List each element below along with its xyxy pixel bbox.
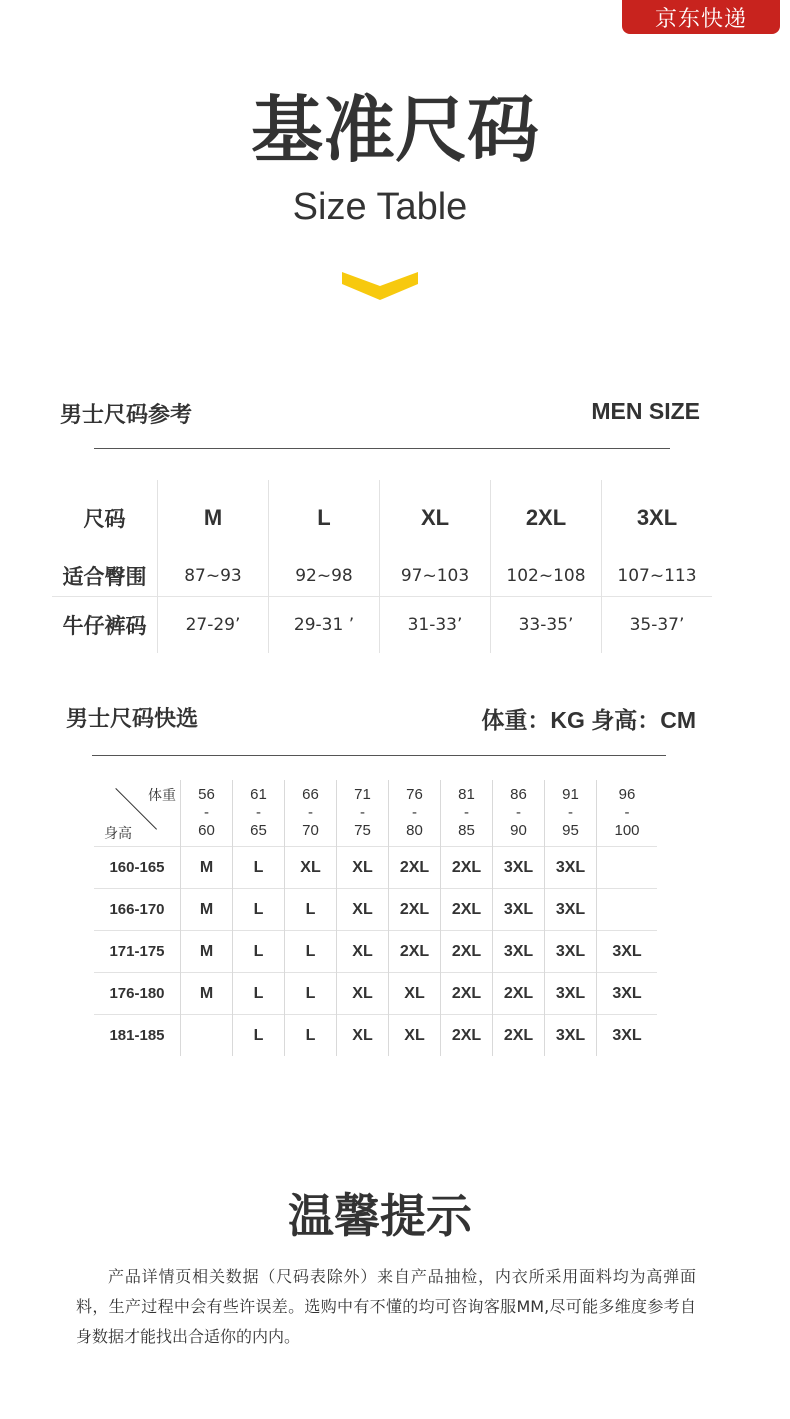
weight-range-part: 86 <box>510 786 527 803</box>
weight-label: 体重 <box>148 787 176 803</box>
size-cell: 2XL <box>441 889 493 931</box>
size-col-header: L <box>269 480 380 556</box>
size-cell: 3XL <box>545 889 597 931</box>
size-cell: 2XL <box>441 1015 493 1057</box>
size-cell: XL <box>337 889 389 931</box>
weight-range-part: 81 <box>458 786 475 803</box>
table-cell: 97~103 <box>380 556 491 597</box>
size-cell <box>597 847 658 889</box>
weight-range-part: - <box>412 804 417 821</box>
weight-range-header <box>597 780 658 847</box>
size-cell: L <box>285 931 337 973</box>
size-cell: 3XL <box>597 1015 658 1057</box>
size-cell: 3XL <box>493 847 545 889</box>
weight-range-part: 66 <box>302 786 319 803</box>
size-cell: M <box>181 889 233 931</box>
table-row <box>94 973 657 1015</box>
height-range: 171-175 <box>94 931 181 973</box>
weight-range-part: 80 <box>406 822 423 839</box>
height-label: 身高 <box>104 825 132 841</box>
size-cell: M <box>181 931 233 973</box>
size-cell: 3XL <box>545 1015 597 1057</box>
table-cell: 35-37’ <box>602 597 713 654</box>
weight-range-part: 75 <box>354 822 371 839</box>
size-cell: 2XL <box>389 847 441 889</box>
weight-range-part: - <box>516 804 521 821</box>
size-cell: 3XL <box>493 931 545 973</box>
men-size-title-en: MEN SIZE <box>591 398 700 424</box>
table-cell: 27-29’ <box>158 597 269 654</box>
size-col-header: 2XL <box>491 480 602 556</box>
table-row <box>94 847 657 889</box>
weight-range-part: - <box>360 804 365 821</box>
size-cell: 2XL <box>493 973 545 1015</box>
size-cell: XL <box>337 1015 389 1057</box>
weight-range-header <box>545 780 597 847</box>
weight-range-header <box>389 780 441 847</box>
row-label-jeans: 牛仔裤码 <box>52 597 158 654</box>
table-row <box>94 889 657 931</box>
weight-range-part: 96 <box>618 786 636 803</box>
size-cell: 2XL <box>389 889 441 931</box>
size-cell: L <box>233 973 285 1015</box>
divider <box>94 448 670 449</box>
height-range: 160-165 <box>94 847 181 889</box>
weight-range-header <box>337 780 389 847</box>
men-size-table <box>52 480 712 653</box>
size-cell: 2XL <box>441 931 493 973</box>
tip-title: 温馨提示 <box>288 1189 472 1243</box>
table-cell: 33-35’ <box>491 597 602 654</box>
size-col-header: M <box>158 480 269 556</box>
weight-range-part: - <box>256 804 261 821</box>
quick-pick-table <box>94 780 657 1056</box>
page-title: 基准尺码 <box>250 88 539 172</box>
weight-range-part: 95 <box>562 822 579 839</box>
weight-range-part: 76 <box>406 786 423 803</box>
size-cell: L <box>285 1015 337 1057</box>
size-cell: XL <box>337 847 389 889</box>
men-size-title: 男士尺码参考 <box>60 403 193 428</box>
table-cell: 107~113 <box>602 556 713 597</box>
weight-range-part: - <box>204 804 209 821</box>
size-cell: XL <box>337 973 389 1015</box>
weight-range-part: 60 <box>198 822 215 839</box>
table-cell: 29-31 ’ <box>269 597 380 654</box>
size-cell: 3XL <box>545 931 597 973</box>
weight-range-part: 65 <box>250 822 267 839</box>
size-cell: 3XL <box>545 847 597 889</box>
size-cell: L <box>233 847 285 889</box>
height-range: 176-180 <box>94 973 181 1015</box>
weight-range-header <box>493 780 545 847</box>
corner-header <box>94 780 181 847</box>
table-cell: 102~108 <box>491 556 602 597</box>
express-badge: 京东快递 <box>622 0 780 34</box>
size-cell: 2XL <box>389 931 441 973</box>
size-cell: L <box>285 973 337 1015</box>
size-cell: 3XL <box>597 973 658 1015</box>
quick-pick-units: 体重：KG 身高：CM <box>481 707 696 733</box>
weight-range-part: 70 <box>302 822 319 839</box>
weight-range-header <box>181 780 233 847</box>
table-cell: 92~98 <box>269 556 380 597</box>
table-cell: 31-33’ <box>380 597 491 654</box>
weight-range-header <box>285 780 337 847</box>
size-cell: L <box>233 889 285 931</box>
size-cell: M <box>181 973 233 1015</box>
size-cell: XL <box>337 931 389 973</box>
table-row <box>94 931 657 973</box>
page-subtitle: Size Table <box>292 186 468 228</box>
weight-range-part: - <box>308 804 313 821</box>
weight-range-part: - <box>568 804 573 821</box>
size-cell: 3XL <box>597 931 658 973</box>
size-cell: XL <box>285 847 337 889</box>
table-row <box>94 1015 657 1057</box>
size-cell: L <box>285 889 337 931</box>
weight-range-part: 100 <box>614 822 640 839</box>
size-col-header: XL <box>380 480 491 556</box>
size-cell: 3XL <box>493 889 545 931</box>
size-cell: 3XL <box>545 973 597 1015</box>
weight-range-part: 56 <box>198 786 215 803</box>
weight-range-part: 91 <box>562 786 579 803</box>
height-range: 181-185 <box>94 1015 181 1057</box>
quick-pick-title: 男士尺码快选 <box>66 707 199 732</box>
divider <box>92 755 666 756</box>
size-cell <box>597 889 658 931</box>
size-cell: 2XL <box>441 973 493 1015</box>
weight-range-part: 85 <box>458 822 475 839</box>
tip-text: 产品详情页相关数据（尺码表除外）来自产品抽检，内衣所采用面料均为高弹面料，生产过程中会有些许误差。选购中有不懂的均可咨询客服MM,尽可能多维度参考自身数据才能找出合适你的内内。 <box>76 1267 696 1346</box>
weight-range-header <box>441 780 493 847</box>
chevron-down-icon <box>342 268 418 306</box>
size-cell: L <box>233 931 285 973</box>
size-cell: XL <box>389 973 441 1015</box>
weight-range-header <box>233 780 285 847</box>
weight-range-part: 71 <box>354 786 371 803</box>
row-label-hip: 适合臀围 <box>62 565 147 589</box>
size-cell: M <box>181 847 233 889</box>
size-cell: 2XL <box>493 1015 545 1057</box>
size-cell: L <box>233 1015 285 1057</box>
table-cell: 87~93 <box>158 556 269 597</box>
height-range: 166-170 <box>94 889 181 931</box>
size-col-header: 3XL <box>602 480 713 556</box>
size-header-label: 尺码 <box>83 507 126 531</box>
size-cell <box>181 1015 233 1057</box>
weight-range-part: 61 <box>250 786 267 803</box>
size-cell: 2XL <box>441 847 493 889</box>
weight-range-part: - <box>624 804 630 821</box>
weight-range-part: - <box>464 804 469 821</box>
weight-range-part: 90 <box>510 822 527 839</box>
size-cell: XL <box>389 1015 441 1057</box>
